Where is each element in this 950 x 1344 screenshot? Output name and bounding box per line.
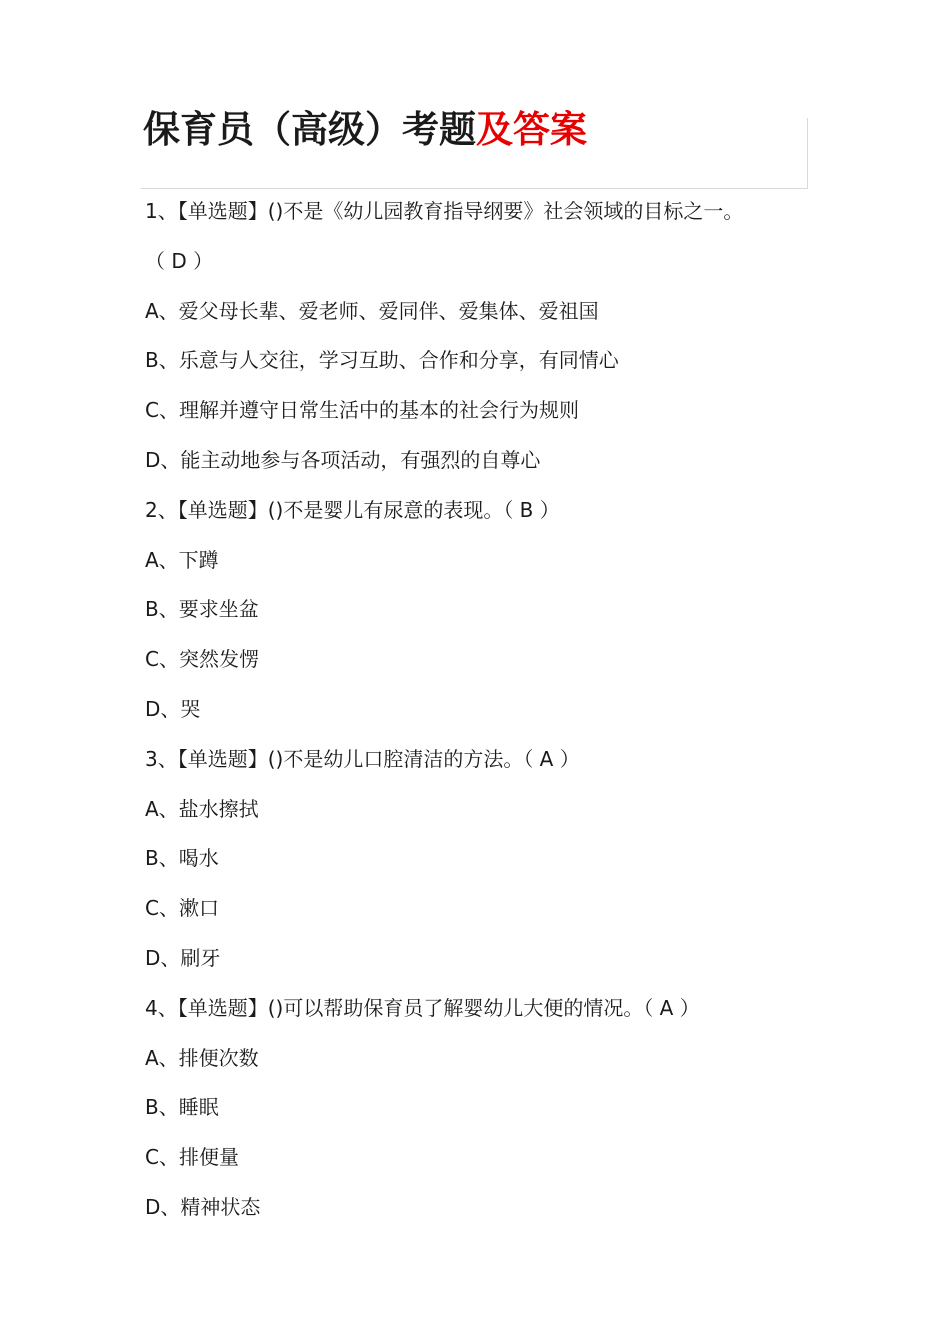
document-title [143,104,587,156]
question-4-option-d: D、精神状态 [145,1194,261,1219]
title-main: 保育员（高级）考题 [143,108,476,151]
title-highlight: 及答案 [476,108,587,151]
question-1-option-a: A、爱父母长辈、爱老师、爱同伴、爱集体、爱祖国 [145,298,599,323]
question-4-option-a: A、排便次数 [145,1045,259,1070]
question-2-stem: 2、【单选题】()不是婴儿有尿意的表现。（ B ） [145,497,560,522]
question-list [145,187,825,1233]
question-1-stem: 1、【单选题】()不是《幼儿园教育指导纲要》社会领域的目标之一。 [145,199,744,223]
question-1-answer: （ D ） [145,248,214,273]
question-2-option-d: D、哭 [145,696,201,721]
question-3-option-b: B、喝水 [145,846,219,871]
question-4-stem: 4、【单选题】()可以帮助保育员了解婴幼儿大便的情况。（ A ） [145,995,700,1020]
question-3-option-a: A、盐水擦拭 [145,796,259,821]
question-3-stem: 3、【单选题】()不是幼儿口腔清洁的方法。（ A ） [145,746,580,771]
question-1-option-d: D、能主动地参与各项活动，有强烈的自尊心 [145,447,541,472]
question-4-option-c: C、排便量 [145,1145,239,1170]
question-1-option-b: B、乐意与人交往，学习互助、合作和分享，有同情心 [145,348,619,373]
question-1-option-c: C、理解并遵守日常生活中的基本的社会行为规则 [145,398,579,423]
question-3-option-c: C、漱口 [145,896,219,921]
question-3-option-d: D、刷牙 [145,945,221,970]
question-2-option-a: A、下蹲 [145,547,219,572]
question-2-option-b: B、要求坐盆 [145,597,259,622]
question-2-option-c: C、突然发愣 [145,647,259,672]
question-4-option-b: B、睡眠 [145,1095,219,1120]
